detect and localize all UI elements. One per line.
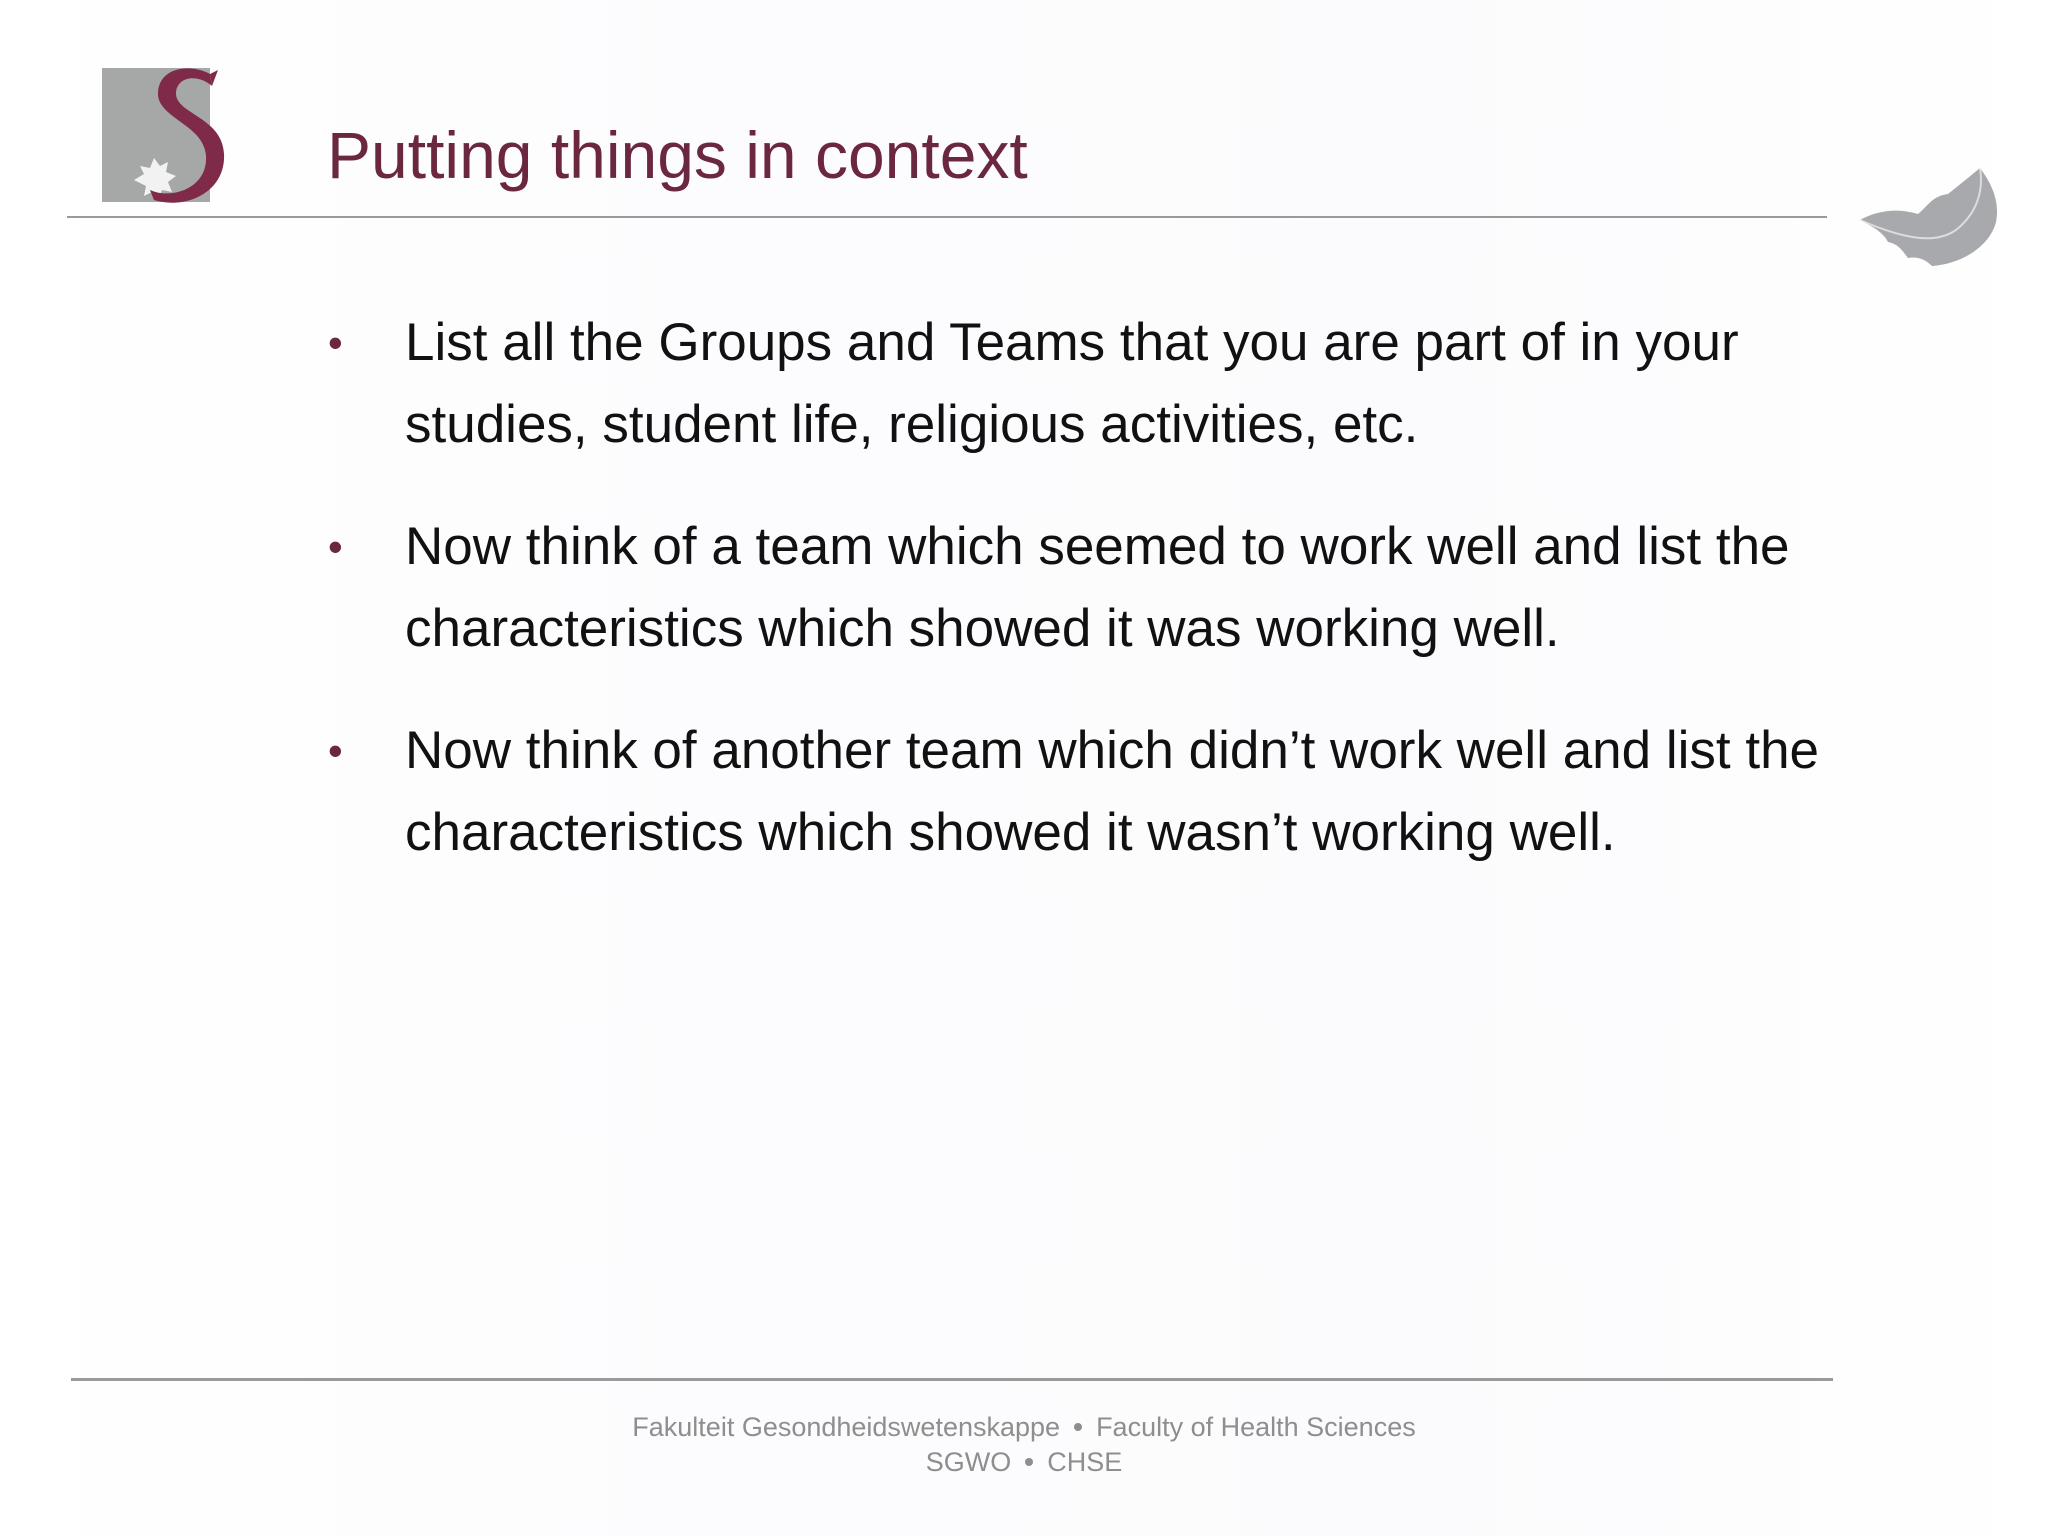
bullet-item-bad-team [328, 710, 1828, 874]
page-title: Putting things in context [327, 118, 1028, 192]
footer [0, 1410, 2048, 1480]
footer-faculty-english: Faculty of Health Sciences [1096, 1412, 1416, 1442]
bullet-marker: • [328, 523, 343, 570]
footer-separator [1025, 1458, 1033, 1466]
footer-line-abbrev [0, 1445, 2048, 1480]
footer-abbrev-afrikaans: SGWO [925, 1447, 1012, 1477]
footer-line-faculty [0, 1410, 2048, 1445]
bullet-text: List all the Groups and Teams that you are part of in your studies, student life, religious activities, etc. [405, 313, 1739, 454]
header-divider [67, 216, 1827, 218]
footer-separator [1074, 1423, 1082, 1431]
bullet-marker: • [328, 727, 343, 774]
bullet-marker: • [328, 319, 343, 366]
footer-faculty-afrikaans: Fakulteit Gesondheidswetenskappe [632, 1412, 1061, 1442]
oak-leaf-icon [1858, 166, 2004, 268]
bullet-text: Now think of another team which didn’t work well and list the characteristics which showed it wasn’t working well. [405, 721, 1820, 862]
footer-abbrev-english: CHSE [1047, 1447, 1123, 1477]
footer-divider [71, 1378, 1833, 1381]
university-s-logo-icon [100, 62, 228, 204]
bullet-item-good-team [328, 506, 1828, 670]
bullet-list [328, 302, 1828, 914]
bullet-item-groups [328, 302, 1828, 466]
bullet-text: Now think of a team which seemed to work well and list the characteristics which showed it was working well. [405, 517, 1790, 658]
